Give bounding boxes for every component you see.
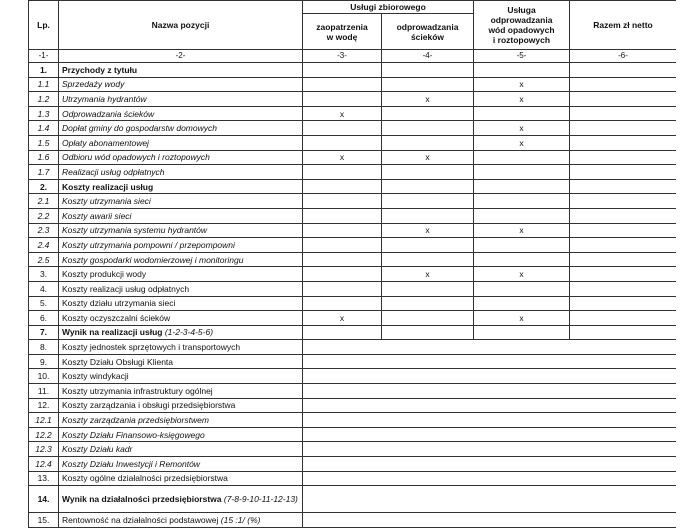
row-name: [59, 165, 303, 180]
row-mark-c4: [382, 296, 474, 311]
row-formula-note: (1-2-3-4-5-6): [164, 327, 214, 338]
row-total-cell: [570, 238, 677, 253]
table-row: [29, 340, 677, 355]
row-name: [59, 354, 303, 369]
row-name-text: Realizacji usług odpłatnych: [62, 166, 165, 177]
row-mark-c4: [382, 208, 474, 223]
row-lp: 12.: [29, 398, 59, 413]
table-row: [29, 194, 677, 209]
cost-table: [28, 0, 676, 528]
table-row: [29, 296, 677, 311]
numbering-row: [29, 50, 677, 63]
row-mark-c4: [382, 325, 474, 340]
row-name: [59, 252, 303, 267]
row-mark-c5: [474, 194, 570, 209]
row-name: [59, 208, 303, 223]
table-row: [29, 208, 677, 223]
numbering-cell: -5-: [474, 50, 570, 63]
table-row: [29, 354, 677, 369]
row-name-text: Koszty utrzymania sieci: [62, 196, 151, 207]
table-row: [29, 513, 677, 528]
header-col5-line1: Usługa: [507, 5, 536, 15]
row-name-text: Wynik na działalności przedsiębiorstwa: [62, 494, 222, 505]
row-mark-c3: [303, 252, 382, 267]
table-row: [29, 252, 677, 267]
numbering-cell: -6-: [570, 50, 677, 63]
row-mark-c5: x: [474, 92, 570, 107]
row-mark-c5: [474, 252, 570, 267]
row-lp: 8.: [29, 340, 59, 355]
row-name: [59, 427, 303, 442]
header-col4-line1: odprowadzania: [396, 21, 459, 32]
row-name-text: Koszty Działu Inwestycji i Remontów: [62, 458, 200, 469]
row-mark-c5: [474, 325, 570, 340]
row-mark-c5: [474, 208, 570, 223]
header-group: Usługi zbiorowego: [303, 1, 474, 14]
row-total-cell: [303, 513, 677, 528]
row-total-cell: [570, 165, 677, 180]
row-formula-note: (15 :1/ (%): [220, 515, 261, 526]
row-total-cell: [303, 457, 677, 472]
row-name-text: Koszty realizacji usług: [62, 181, 154, 192]
numbering-cell: -4-: [382, 50, 474, 63]
row-mark-c5: x: [474, 311, 570, 326]
row-mark-c3: x: [303, 311, 382, 326]
row-mark-c5: x: [474, 223, 570, 238]
row-lp: 1.4: [29, 121, 59, 136]
row-name-text: Koszty utrzymania systemu hydrantów: [62, 225, 208, 236]
row-mark-c3: [303, 179, 382, 194]
row-mark-c4: [382, 165, 474, 180]
row-total-cell: [570, 325, 677, 340]
row-total-cell: [303, 369, 677, 384]
row-lp: 6.: [29, 311, 59, 326]
table-row: [29, 442, 677, 457]
row-mark-c4: [382, 281, 474, 296]
row-lp: 10.: [29, 369, 59, 384]
row-mark-c5: [474, 238, 570, 253]
table-row: [29, 325, 677, 340]
row-name: [59, 92, 303, 107]
row-name-text: Dopłat gminy do gospodarstw domowych: [62, 123, 217, 134]
row-mark-c5: [474, 150, 570, 165]
row-total-cell: [303, 442, 677, 457]
row-mark-c4: [382, 63, 474, 78]
row-name-text: Koszty Działu Finansowo-księgowego: [62, 429, 205, 440]
row-name-text: Rentowność na działalności podstawowej: [62, 515, 219, 526]
row-name-text: Koszty oczyszczalni ścieków: [62, 312, 171, 323]
row-lp: 1.3: [29, 106, 59, 121]
row-mark-c4: [382, 121, 474, 136]
table-row: [29, 398, 677, 413]
table-row: [29, 223, 677, 238]
row-lp: 12.4: [29, 457, 59, 472]
table-row: [29, 63, 677, 78]
row-lp: 12.1: [29, 413, 59, 428]
row-total-cell: [303, 427, 677, 442]
row-mark-c4: x: [382, 150, 474, 165]
row-total-cell: [570, 311, 677, 326]
header-col3-line1: zaopatrzenia: [316, 21, 368, 32]
row-mark-c3: x: [303, 150, 382, 165]
row-total-cell: [303, 413, 677, 428]
row-mark-c4: x: [382, 223, 474, 238]
row-mark-c4: [382, 179, 474, 194]
row-total-cell: [570, 179, 677, 194]
row-total-cell: [570, 135, 677, 150]
table-row: [29, 457, 677, 472]
row-formula-note: (7-8-9-10-11-12-13): [223, 494, 298, 505]
row-name: [59, 413, 303, 428]
row-total-cell: [303, 398, 677, 413]
row-name: [59, 442, 303, 457]
row-name-text: Wynik na realizacji usług: [62, 327, 163, 338]
table-row: [29, 179, 677, 194]
header-col5-line2: odprowadzania: [490, 15, 553, 25]
row-name: [59, 513, 303, 528]
row-name: [59, 398, 303, 413]
header-col5-line3: wód opadowych: [488, 25, 555, 35]
row-mark-c3: [303, 77, 382, 92]
row-total-cell: [570, 77, 677, 92]
row-name: [59, 384, 303, 399]
row-name: [59, 311, 303, 326]
row-name: [59, 238, 303, 253]
row-name-text: Koszty jednostek sprzętowych i transportowych: [62, 342, 241, 353]
row-name: [59, 325, 303, 340]
row-total-cell: [570, 92, 677, 107]
row-mark-c4: x: [382, 92, 474, 107]
row-mark-c5: [474, 296, 570, 311]
row-total-cell: [570, 121, 677, 136]
row-lp: 1.2: [29, 92, 59, 107]
row-total-cell: [303, 486, 677, 513]
table-row: [29, 150, 677, 165]
table-row: [29, 384, 677, 399]
row-total-cell: [570, 208, 677, 223]
row-name-text: Koszty awarii sieci: [62, 210, 132, 221]
numbering-cell: -3-: [303, 50, 382, 63]
row-mark-c3: [303, 135, 382, 150]
row-mark-c4: [382, 311, 474, 326]
row-mark-c4: [382, 194, 474, 209]
header-col6: Razem zł netto: [570, 1, 677, 50]
row-mark-c3: [303, 165, 382, 180]
row-lp: 2.1: [29, 194, 59, 209]
row-lp: 3.: [29, 267, 59, 282]
row-lp: 2.3: [29, 223, 59, 238]
row-lp: 13.: [29, 471, 59, 486]
row-total-cell: [570, 150, 677, 165]
row-name-text: Koszty windykacji: [62, 371, 129, 382]
table-row: [29, 121, 677, 136]
row-total-cell: [570, 296, 677, 311]
row-name-text: Koszty gospodarki wodomierzowej i monitoringu: [62, 254, 244, 265]
row-total-cell: [303, 384, 677, 399]
table-row: [29, 369, 677, 384]
row-mark-c5: [474, 165, 570, 180]
row-lp: 1.5: [29, 135, 59, 150]
row-mark-c4: [382, 106, 474, 121]
table-row: [29, 165, 677, 180]
row-mark-c5: x: [474, 267, 570, 282]
table-header: [29, 1, 677, 63]
header-col5-line4: i roztopowych: [492, 35, 551, 45]
row-lp: 2.2: [29, 208, 59, 223]
row-name: [59, 179, 303, 194]
row-total-cell: [570, 267, 677, 282]
table-row: [29, 238, 677, 253]
row-name-text: Przychody z tytułu: [62, 64, 138, 75]
table-row: [29, 311, 677, 326]
row-name-text: Koszty produkcji wody: [62, 269, 147, 280]
row-name: [59, 150, 303, 165]
row-lp: 9.: [29, 354, 59, 369]
row-lp: 1.1: [29, 77, 59, 92]
row-mark-c4: [382, 77, 474, 92]
header-col3-line2: w wodę: [326, 31, 358, 42]
header-col3: [303, 14, 382, 50]
row-mark-c3: [303, 238, 382, 253]
row-total-cell: [303, 354, 677, 369]
row-name-text: Koszty utrzymania pompowni / przepompowni: [62, 239, 235, 250]
row-name: [59, 194, 303, 209]
table-row: [29, 427, 677, 442]
row-lp: 4.: [29, 281, 59, 296]
row-name-text: Koszty ogólne działalności przedsiębiorstwa: [62, 473, 228, 484]
row-lp: 2.5: [29, 252, 59, 267]
row-lp: 7.: [29, 325, 59, 340]
row-mark-c4: [382, 238, 474, 253]
row-name-text: Odbioru wód opadowych i roztopowych: [62, 152, 210, 163]
header-lp: Lp.: [29, 1, 59, 50]
row-mark-c5: [474, 281, 570, 296]
row-name: [59, 63, 303, 78]
cost-table-sheet: [28, 0, 676, 530]
row-name-text: Koszty Działu Obsługi Klienta: [62, 356, 174, 367]
row-name: [59, 369, 303, 384]
row-mark-c3: [303, 325, 382, 340]
row-name: [59, 457, 303, 472]
row-mark-c3: [303, 208, 382, 223]
table-body: [29, 63, 677, 528]
row-mark-c3: [303, 121, 382, 136]
row-name: [59, 340, 303, 355]
row-name: [59, 296, 303, 311]
row-lp: 15.: [29, 513, 59, 528]
row-mark-c3: [303, 63, 382, 78]
row-total-cell: [570, 281, 677, 296]
header-col4: [382, 14, 474, 50]
row-name: [59, 106, 303, 121]
row-mark-c4: x: [382, 267, 474, 282]
row-mark-c3: [303, 223, 382, 238]
row-lp: 2.4: [29, 238, 59, 253]
row-lp: 1.6: [29, 150, 59, 165]
row-name: [59, 121, 303, 136]
row-name: [59, 223, 303, 238]
row-name: [59, 77, 303, 92]
row-mark-c4: [382, 135, 474, 150]
row-mark-c3: x: [303, 106, 382, 121]
row-name-text: Utrzymania hydrantów: [62, 93, 147, 104]
table-row: [29, 281, 677, 296]
row-lp: 1.7: [29, 165, 59, 180]
row-mark-c5: [474, 63, 570, 78]
row-mark-c3: [303, 92, 382, 107]
row-total-cell: [570, 194, 677, 209]
header-col4-line2: ścieków: [410, 31, 445, 42]
row-lp: 5.: [29, 296, 59, 311]
row-lp: 12.3: [29, 442, 59, 457]
table-row: [29, 92, 677, 107]
row-lp: 12.2: [29, 427, 59, 442]
table-row: [29, 471, 677, 486]
row-total-cell: [303, 471, 677, 486]
row-total-cell: [570, 63, 677, 78]
row-mark-c3: [303, 194, 382, 209]
row-lp: 11.: [29, 384, 59, 399]
table-row: [29, 413, 677, 428]
header-col5: [474, 1, 570, 50]
row-mark-c5: x: [474, 135, 570, 150]
row-lp: 1.: [29, 63, 59, 78]
row-name: [59, 471, 303, 486]
table-row: [29, 267, 677, 282]
row-name-text: Opłaty abonamentowej: [62, 137, 149, 148]
row-total-cell: [303, 340, 677, 355]
row-total-cell: [570, 252, 677, 267]
row-mark-c5: x: [474, 121, 570, 136]
row-name-text: Sprzedaży wody: [62, 79, 125, 90]
row-total-cell: [570, 106, 677, 121]
row-name-text: Koszty zarządzania przedsiębiorstwem: [62, 415, 209, 426]
row-mark-c5: [474, 179, 570, 194]
table-row: [29, 77, 677, 92]
row-name: [59, 135, 303, 150]
row-name-text: Koszty Działu kadr: [62, 444, 133, 455]
table-row: [29, 106, 677, 121]
row-mark-c3: [303, 281, 382, 296]
row-name-text: Odprowadzania ścieków: [62, 108, 155, 119]
row-mark-c4: [382, 252, 474, 267]
row-mark-c5: [474, 106, 570, 121]
row-name-text: Koszty zarządzania i obsługi przedsiębiorstwa: [62, 400, 236, 411]
row-name-text: Koszty działu utrzymania sieci: [62, 298, 176, 309]
row-mark-c3: [303, 296, 382, 311]
table-row: [29, 486, 677, 513]
row-lp: 14.: [29, 486, 59, 513]
row-name-text: Koszty realizacji usług odpłatnych: [62, 283, 190, 294]
row-name: [59, 486, 303, 513]
numbering-cell: -1-: [29, 50, 59, 63]
header-name: Nazwa pozycji: [59, 1, 303, 50]
row-name-text: Koszty utrzymania infrastruktury ogólnej: [62, 385, 213, 396]
row-mark-c5: x: [474, 77, 570, 92]
row-name: [59, 267, 303, 282]
row-mark-c3: [303, 267, 382, 282]
row-name: [59, 281, 303, 296]
row-lp: 2.: [29, 179, 59, 194]
row-total-cell: [570, 223, 677, 238]
table-row: [29, 135, 677, 150]
numbering-cell: -2-: [59, 50, 303, 63]
